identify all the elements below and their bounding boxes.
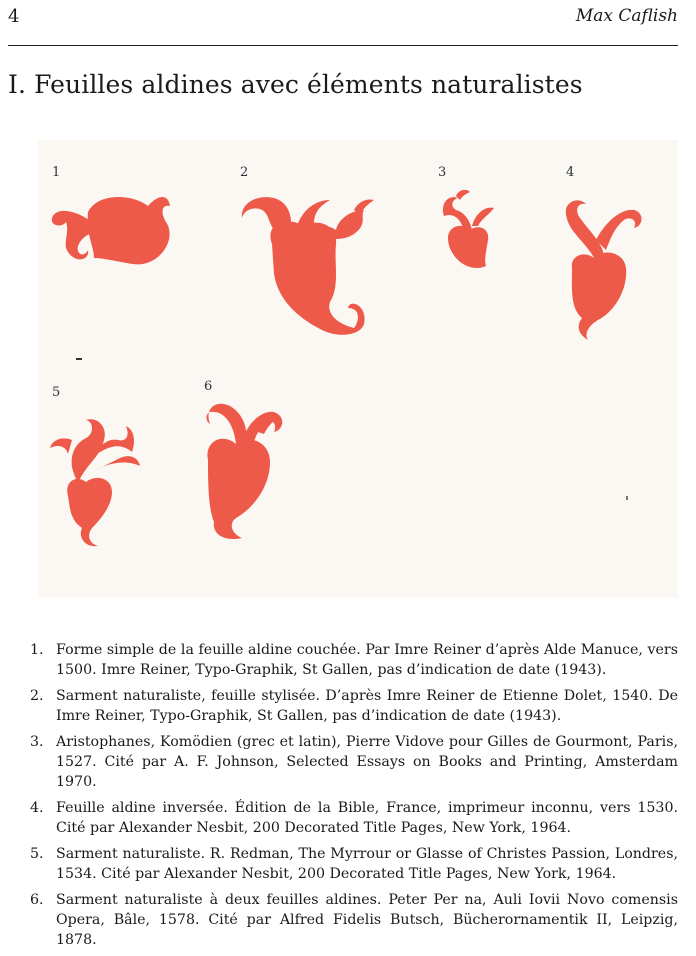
figure-svg	[38, 140, 678, 598]
aldine-leaf-1	[52, 197, 170, 264]
caption-number: 2.	[30, 688, 44, 704]
caption-text: Sarment naturaliste, feuille stylisée. D’après Imre Reiner de Etienne Dolet, 1540. De Imre Reiner, Typo-Graphik, St Gallen, pas d’indication de date (1943).	[56, 688, 678, 724]
caption-number: 4.	[30, 800, 44, 816]
plate-speck	[626, 496, 628, 500]
page-number: 4	[8, 6, 20, 27]
page-header	[8, 6, 678, 36]
caption-text: Sarment naturaliste à deux feuilles aldines. Peter Per na, Auli Iovii Novo comensis Opera, Bâle, 1578. Cité par Alfred Fidelis Butsch, Bücherornamentik II, Leipzig, 1878.	[56, 892, 678, 948]
caption-number: 3.	[30, 734, 44, 750]
naturalist-vine-5	[50, 419, 140, 546]
caption-item	[30, 798, 678, 838]
inverted-aldine-leaf-4	[566, 200, 642, 340]
caption-list	[30, 640, 678, 956]
figure-label-4: 4	[566, 165, 575, 180]
figure-label-2: 2	[240, 165, 249, 180]
caption-number: 1.	[30, 642, 44, 658]
caption-text: Aristophanes, Komödien (grec et latin), Pierre Vidove pour Gilles de Gourmont, Paris, 1527. Cité par A. F. Johnson, Selected Essays on Books and Printing, Amsterdam 1970.	[56, 734, 678, 790]
caption-item	[30, 686, 678, 726]
caption-item	[30, 844, 678, 884]
caption-item	[30, 890, 678, 950]
figure-label-1: 1	[52, 165, 61, 180]
naturalist-vine-leaf-2	[242, 197, 374, 335]
caption-text: Forme simple de la feuille aldine couchée. Par Imre Reiner d’après Alde Manuce, vers 1500. Imre Reiner, Typo-Graphik, St Gallen, pas d’indication de date (1943).	[56, 642, 678, 678]
figure-plate	[38, 140, 678, 598]
figure-label-3: 3	[438, 165, 447, 180]
running-head: Max Caflish	[575, 6, 678, 26]
caption-number: 6.	[30, 892, 44, 908]
caption-number: 5.	[30, 846, 44, 862]
caption-text: Sarment naturaliste. R. Redman, The Myrrour or Glasse of Christes Passion, Londres, 1534. Cité par Alexander Nesbit, 200 Decorated Title Pages, New York, 1964.	[56, 846, 678, 882]
figure-label-5: 5	[52, 385, 61, 400]
header-rule	[8, 45, 678, 46]
vine-two-aldine-leaves-6	[207, 404, 283, 539]
caption-text: Feuille aldine inversée. Édition de la Bible, France, imprimeur inconnu, vers 1530. Cité par Alexander Nesbit, 200 Decorated Title Pages, New York, 1964.	[56, 800, 678, 836]
figure-label-6: 6	[204, 379, 213, 394]
leaf-ornament-3	[443, 190, 494, 268]
caption-item	[30, 640, 678, 680]
caption-item	[30, 732, 678, 792]
plate-speck	[76, 358, 82, 360]
page-title: I. Feuilles aldines avec éléments naturalistes	[8, 70, 583, 99]
